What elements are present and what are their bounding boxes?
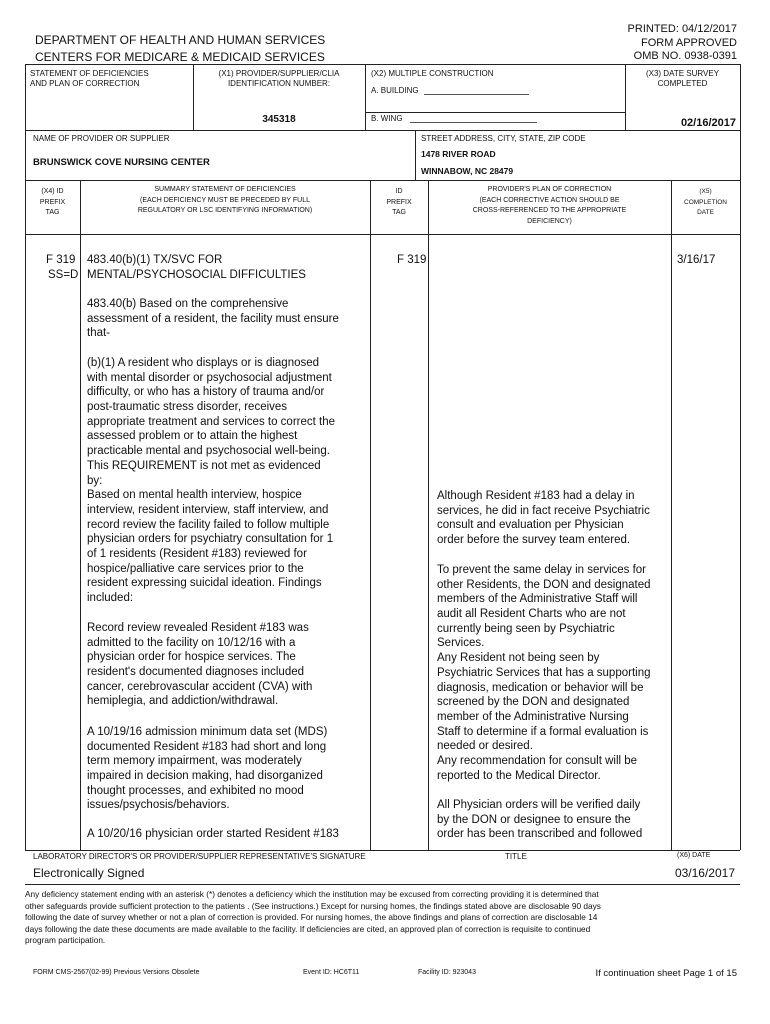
plan-header: PROVIDER'S PLAN OF CORRECTION (EACH CORRECTIVE ACTION SHOULD BE CROSS-REFERENCED TO THE APPROPRIATE DEFICIENCY)	[472, 186, 627, 225]
mds-paragraph: A 10/19/16 admission minimum data set (MDS) documented Resident #183 had short and long term memory impairment, was moderately impaired in decision making, had disorganized thought processes, and exhibited no mood issues/psychosis/behaviors.	[87, 726, 328, 812]
right-border	[740, 64, 741, 850]
plan-paragraph-2: To prevent the same delay in services for other Residents, the DON and designated members of the Administrative Staff will audit all Resident Charts who are not currently being seen by Psychiatric Services. Any Resident not being seen by Psychiatric Services that has a supporting diagnosis, medication or behavior will be screened by the DON and designated member of the Administrative Nursing Staff to determine if a formal evaluation is needed or desired. Any recommendation for consult will be reported to the Medical Director.	[437, 564, 651, 782]
requirement-paragraph: (b)(1) A resident who displays or is diagnosed with mental disorder or psychosocial adjustment difficulty, or who has a history of trauma and/or post-traumatic stress disorder, receives appropriate treatment and services to correct the assessed problem or to attain the highest practicable mental and psychosocial well-being. This REQUIREMENT is not met as evidenced by: Based on mental health interview, hospice interview, resident interview, staff interview, and record review the facility failed to follow multiple physician orders for psychiatry consultation for 1 of 1 residents (Resident #183) reviewed for hospice/palliative care services prior to the resident expressing suicidal ideation. Findings included:	[87, 357, 336, 604]
event-id: Event ID: HC6T11	[303, 969, 360, 976]
department-title: DEPARTMENT OF HEALTH AND HUMAN SERVICES	[35, 33, 326, 47]
x2-label: (X2) MULTIPLE CONSTRUCTION	[371, 69, 494, 78]
record-review-paragraph: Record review revealed Resident #183 was admitted to the facility on 10/12/16 with a physician order for hospice services. The resident's documented diagnoses included cancer, cerebrovascular accident (CVA) with hemiplegia, and addiction/withdrawal.	[87, 622, 313, 708]
survey-completed-date: 02/16/2017	[680, 117, 736, 129]
title-label: TITLE	[505, 852, 527, 861]
right-tag: F 319	[397, 254, 427, 266]
address-label: STREET ADDRESS, CITY, STATE, ZIP CODE	[421, 134, 586, 143]
deficiency-title: 483.40(b)(1) TX/SVC FOR MENTAL/PSYCHOSOCIAL DIFFICULTIES	[87, 254, 306, 281]
left-tag-ss: SS=D	[48, 269, 79, 281]
physician-order-paragraph: A 10/20/16 physician order started Resident #183	[87, 828, 339, 840]
regulation-paragraph: 483.40(b) Based on the comprehensive assessment of a resident, the facility must ensure that-	[87, 298, 339, 340]
x1-label-2: IDENTIFICATION NUMBER:	[227, 79, 331, 88]
facility-id: Facility ID: 923043	[418, 969, 476, 976]
wing-label: B. WING	[371, 114, 403, 123]
x6-date-label: (X6) DATE	[677, 852, 711, 859]
plan-paragraph-3: All Physician orders will be verified daily by the DON or designee to ensure the order has been transcribed and followed	[437, 799, 643, 841]
signature-top-border	[25, 850, 740, 851]
signature-date: 03/16/2017	[674, 866, 735, 880]
provider-name: BRUNSWICK COVE NURSING CENTER	[33, 157, 210, 168]
provider-id-value: 345318	[262, 114, 296, 125]
col-divider-1	[80, 180, 81, 850]
wing-divider	[365, 112, 625, 113]
x1-label: (X1) PROVIDER/SUPPLIER/CLIA	[218, 69, 340, 78]
column-header-bottom	[25, 234, 740, 235]
signature-label: LABORATORY DIRECTOR'S OR PROVIDER/SUPPLIER REPRESENTATIVE'S SIGNATURE	[33, 852, 366, 861]
col-divider-3	[428, 180, 429, 850]
address-line-2: WINNABOW, NC 28479	[421, 166, 514, 176]
address-line-1: 1478 RIVER ROAD	[421, 149, 496, 159]
form-approved: FORM APPROVED	[641, 37, 737, 49]
table-divider-1	[25, 130, 740, 131]
statement-label: STATEMENT OF DEFICIENCIES	[30, 69, 149, 78]
x3-label-2: COMPLETED	[657, 79, 708, 88]
continuation-sheet: If continuation sheet Page 1 of 15	[595, 968, 737, 979]
building-label: A. BUILDING	[371, 86, 419, 95]
x4-header: (X4) ID PREFIX TAG	[39, 188, 66, 216]
left-border	[25, 64, 26, 850]
printed-date: PRINTED: 04/12/2017	[627, 23, 737, 35]
omb-number: OMB NO. 0938-0391	[633, 50, 737, 62]
table-divider-2	[25, 180, 740, 181]
provider-name-label: NAME OF PROVIDER OR SUPPLIER	[33, 134, 170, 143]
wing-blank	[410, 122, 537, 123]
summary-header: SUMMARY STATEMENT OF DEFICIENCIES (EACH DEFICIENCY MUST BE PRECEDED BY FULL REGULATORY OR LSC IDENTIFYING INFORMATION)	[137, 186, 313, 214]
col-divider-4	[671, 180, 672, 850]
x2-divider	[365, 64, 366, 130]
x3-label: (X3) DATE SURVEY	[645, 69, 720, 78]
cms-title: CENTERS FOR MEDICARE & MEDICAID SERVICES	[35, 50, 325, 64]
completion-date: 3/16/17	[677, 254, 716, 266]
statement-label-2: AND PLAN OF CORRECTION	[30, 79, 140, 88]
id-header: ID PREFIX TAG	[386, 188, 412, 216]
disclaimer: Any deficiency statement ending with an asterisk (*) denotes a deficiency which the institution may be excused from correcting providing it is determined that other safeguards provide sufficient protection to the patients . (See instructions.) Except for nursing homes, the findings stated above are disclosable 90 days following the date of survey whether or not a plan of correction is provided. For nursing homes, the above findings and plans of correction are disclosable 14 days following the date these documents are made available to the facility. If deficiencies are cited, an approved plan of correction is requisite to continued program participation.	[25, 889, 601, 946]
building-blank	[424, 94, 529, 95]
table-top-border	[25, 64, 740, 65]
x5-header: (X5) COMPLETION DATE	[684, 188, 727, 216]
left-tag: F 319	[46, 254, 76, 266]
address-divider	[415, 130, 416, 180]
signature-bottom-border	[25, 884, 740, 885]
col-divider-2	[370, 180, 371, 850]
signature-value: Electronically Signed	[33, 866, 145, 880]
form-number: FORM CMS-2567(02-99) Previous Versions Obsolete	[33, 969, 200, 976]
plan-paragraph-1: Although Resident #183 had a delay in services, he did in fact receive Psychiatric consult and evaluation per Physician order before the survey team entered.	[437, 490, 650, 547]
